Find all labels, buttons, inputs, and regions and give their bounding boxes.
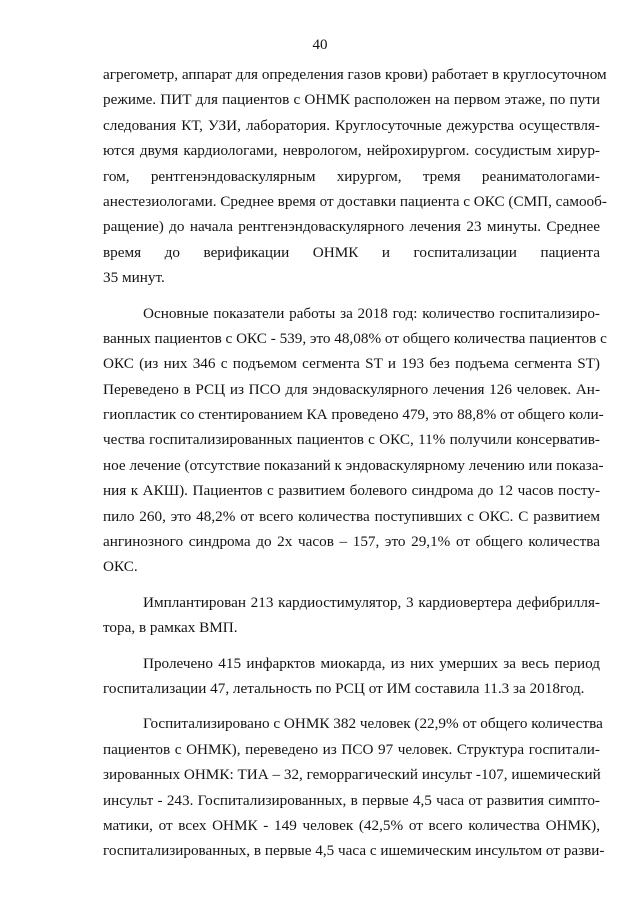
text-line: ОКС.: [103, 558, 138, 576]
text-line: Имплантирован 213 кардиостимулятор, 3 кардиовертера дефибрилля-: [143, 593, 600, 611]
text-line: тора, в рамках ВМП.: [103, 619, 238, 637]
text-line: пациентов с ОНМК), переведено из ПСО 97 человек. Структура госпитали-: [103, 740, 600, 758]
text-line: матики, от всех ОНМК - 149 человек (42,5% от всего количества ОНМК),: [103, 816, 600, 834]
text-line: Пролечено 415 инфарктов миокарда, из них умерших за весь период: [143, 654, 600, 672]
paragraph-3: [103, 590, 600, 641]
paragraph-2: [103, 301, 607, 580]
text-line: Госпитализировано с ОНМК 382 человек (22,9% от общего количества: [143, 715, 603, 733]
text-line: агрегометр, аппарат для определения газов крови) работает в круглосуточном: [103, 66, 607, 83]
text-line: госпитализированных, в первые 4,5 часа с ишемическим инсультом от разви-: [103, 842, 605, 860]
text-line: 35 минут.: [103, 269, 165, 287]
text-line: пило 260, это 48,2% от всего количества поступивших с ОКС. С развитием: [103, 507, 600, 525]
text-line: ращение) до начала рентгенэндоваскулярного лечения 23 минуты. Среднее: [103, 218, 600, 236]
body-text: [103, 62, 607, 874]
text-line: инсульт - 243. Госпитализированных, в первые 4,5 часа от развития симпто-: [103, 791, 600, 809]
text-line: режиме. ПИТ для пациентов с ОНМК расположен на первом этаже, по пути: [103, 91, 600, 109]
page-number: 40: [312, 37, 328, 53]
text-line: ангинозного синдрома до 2х часов – 157, это 29,1% от общего количества: [103, 533, 600, 551]
text-line: ОКС (из них 346 с подъемом сегмента ST и 193 без подъема сегмента ST): [103, 355, 600, 373]
paragraph-1: [103, 62, 607, 291]
text-line: гом, рентгенэндоваскулярным хирургом, тремя реаниматологами-: [103, 167, 600, 185]
paragraph-5: [103, 711, 605, 863]
text-line: время до верификации ОНМК и госпитализации пациента: [103, 243, 600, 261]
paragraph-4: [103, 651, 600, 702]
text-line: Основные показатели работы за 2018 год: количество госпитализиро-: [143, 304, 600, 322]
text-line: ются двумя кардиологами, неврологом, нейрохирургом. сосудистым хирур-: [103, 142, 600, 160]
text-line: следования КТ, УЗИ, лаборатория. Круглосуточные дежурства осуществля-: [103, 116, 600, 134]
text-line: госпитализации 47, летальность по РСЦ от ИМ составила 11.3 за 2018год.: [103, 679, 585, 697]
text-line: чества госпитализированных пациентов с ОКС, 11% получили консерватив-: [103, 431, 600, 449]
text-line: ное лечение (отсутствие показаний к эндоваскулярному лечению или показа-: [103, 456, 604, 474]
text-line: анестезиологами. Среднее время от доставки пациента с ОКС (СМП, самооб-: [103, 192, 607, 210]
text-line: ванных пациентов с ОКС - 539, это 48,08% от общего количества пациентов с: [103, 329, 607, 347]
text-line: ния к АКШ). Пациентов с развитием болевого синдрома до 12 часов посту-: [103, 482, 600, 500]
text-line: зированных ОНМК: ТИА – 32, геморрагический инсульт -107, ишемический: [103, 766, 601, 784]
text-line: гиопластик со стентированием КА проведено 479, это 88,8% от общего коли-: [103, 406, 604, 424]
text-line: Переведено в РСЦ из ПСО для эндоваскулярного лечения 126 человек. Ан-: [103, 380, 600, 398]
